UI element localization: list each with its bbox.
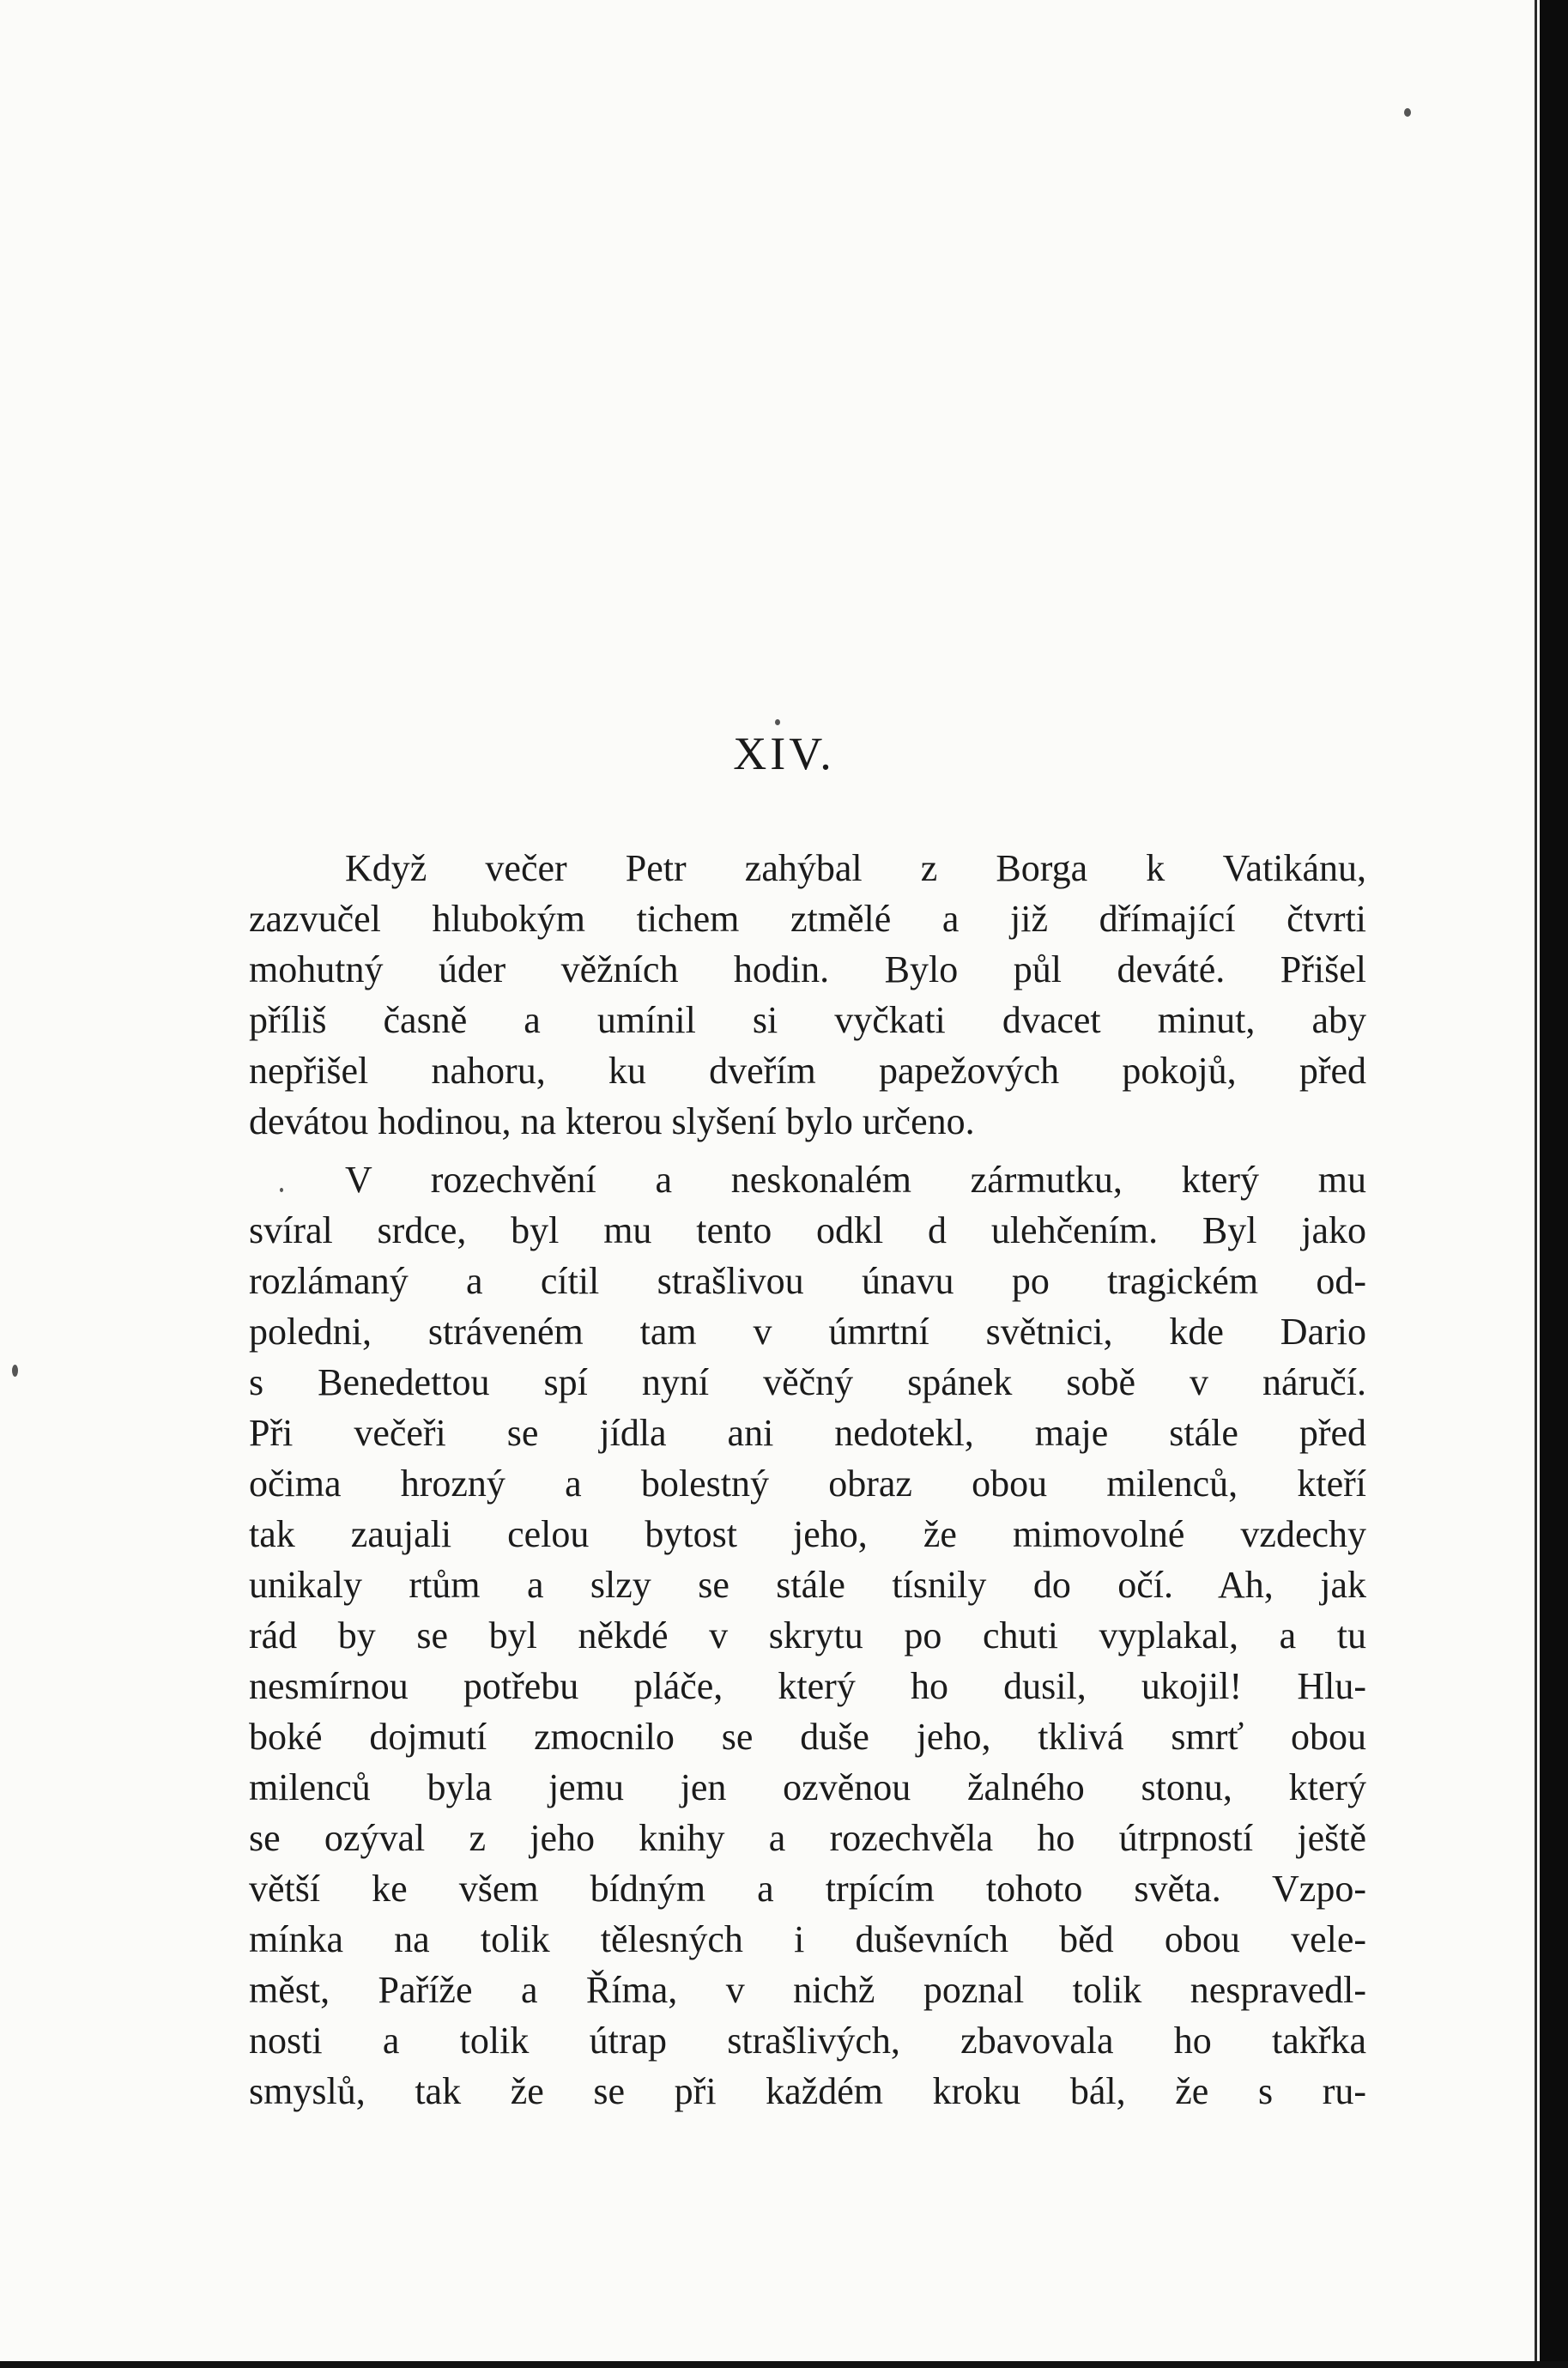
text-line: rád by se byl někdé v skrytu po chuti vyplakal, a tu: [249, 1614, 1366, 1656]
text-line: měst, Paříže a Říma, v nichž poznal tolik nespravedl-: [249, 1969, 1366, 2011]
chapter-heading: XIV.: [733, 728, 835, 779]
text-line: větší ke všem bídným a trpícím tohoto světa. Vzpo-: [249, 1868, 1366, 1910]
text-line: svíral srdce, byl mu tento odkl d ulehčením. Byl jako: [249, 1209, 1366, 1251]
paragraph-gap: [249, 1147, 1366, 1154]
text-line: Když večer Petr zahýbal z Borga k Vatikánu,: [345, 847, 1366, 889]
text-line: se ozýval z jeho knihy a rozechvěla ho útrpností ještě: [249, 1817, 1366, 1859]
text-line: zazvučel hlubokým tichem ztmělé a již dřímající čtvrti: [249, 898, 1366, 940]
text-line: nosti a tolik útrap strašlivých, zbavovala ho takřka: [249, 2020, 1366, 2062]
scan-speck: [775, 719, 780, 725]
body-text: [249, 843, 1366, 2117]
text-line: nepřišel nahoru, ku dveřím papežových pokojů, před: [249, 1050, 1366, 1092]
scan-speck: [1404, 108, 1411, 117]
text-line: mínka na tolik tělesných i duševních běd obou vele-: [249, 1918, 1366, 1960]
text-line: boké dojmutí zmocnilo se duše jeho, tklivá smrť obou: [249, 1716, 1366, 1758]
scan-edge-bottom: [0, 2361, 1568, 2368]
text-line: V rozechvění a neskonalém zármutku, který mu: [345, 1159, 1366, 1201]
paragraph-2: [249, 1154, 1366, 2117]
text-line: očima hrozný a bolestný obraz obou milenců, kteří: [249, 1463, 1366, 1505]
paragraph-1: [249, 843, 1366, 1147]
text-line: poledni, stráveném tam v úmrtní světnici, kde Dario: [249, 1311, 1366, 1353]
text-line: s Benedettou spí nyní věčný spánek sobě v náručí.: [249, 1361, 1366, 1403]
text-line: příliš časně a umínil si vyčkati dvacet minut, aby: [249, 999, 1366, 1041]
scan-edge-border: [1540, 0, 1568, 2368]
text-line: smyslů, tak že se při každém kroku bál, že s ru-: [249, 2070, 1366, 2112]
text-line: Při večeři se jídla ani nedotekl, maje stále před: [249, 1412, 1366, 1454]
text-line: devátou hodinou, na kterou slyšení bylo určeno.: [249, 1100, 975, 1142]
text-line: milenců byla jemu jen ozvěnou žalného stonu, který: [249, 1766, 1366, 1808]
text-line: unikaly rtům a slzy se stále tísnily do očí. Ah, jak: [249, 1564, 1366, 1606]
scan-edge-line: [1535, 0, 1537, 2368]
text-line: tak zaujali celou bytost jeho, že mimovolné vzdechy: [249, 1513, 1366, 1555]
text-line: nesmírnou potřebu pláče, který ho dusil, ukojil! Hlu-: [249, 1665, 1366, 1707]
text-line: rozlámaný a cítil strašlivou únavu po tragickém od-: [249, 1260, 1366, 1302]
text-line: mohutný úder věžních hodin. Bylo půl deváté. Přišel: [249, 948, 1366, 990]
scan-speck: [12, 1365, 18, 1377]
